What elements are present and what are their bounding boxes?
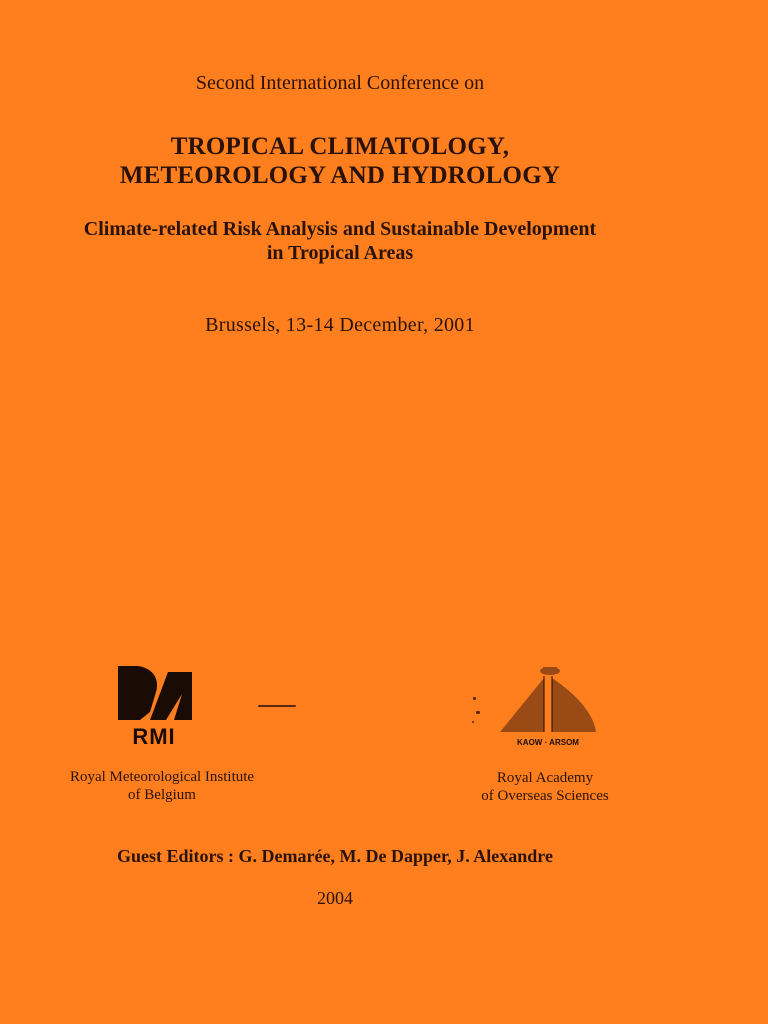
rmi-name-line-1: Royal Meteorological Institute — [69, 769, 255, 785]
rmi-logo-text: RMI — [132, 724, 176, 746]
conference-series: Second International Conference on — [195, 72, 485, 94]
kaow-logo-text: KAOW · ARSOM — [517, 738, 579, 747]
subtitle-line-1: Climate-related Risk Analysis and Sustainable Development — [83, 218, 597, 240]
rmi-name-line-2: of Belgium — [128, 787, 196, 803]
kaow-arsom-logo — [496, 664, 598, 748]
title-line-2: METEOROLOGY AND HYDROLOGY — [119, 162, 561, 189]
title-line-1: TROPICAL CLIMATOLOGY, — [170, 133, 510, 160]
rmi-caption — [12, 768, 312, 804]
venue-date: Brussels, 13-14 December, 2001 — [205, 314, 475, 336]
rmi-logo — [116, 664, 194, 746]
scan-speck — [473, 697, 476, 700]
scan-speck — [472, 721, 474, 723]
kaow-caption — [395, 769, 695, 805]
publication-year: 2004 — [317, 888, 353, 908]
subtitle-line-2: in Tropical Areas — [266, 242, 414, 264]
scan-speck — [476, 711, 480, 714]
kaow-name-line-2: of Overseas Sciences — [481, 788, 609, 804]
kaow-name-line-1: Royal Academy — [496, 770, 594, 786]
scan-speck — [258, 705, 296, 707]
guest-editors: Guest Editors : G. Demarée, M. De Dapper, J. Alexandre — [117, 846, 553, 866]
